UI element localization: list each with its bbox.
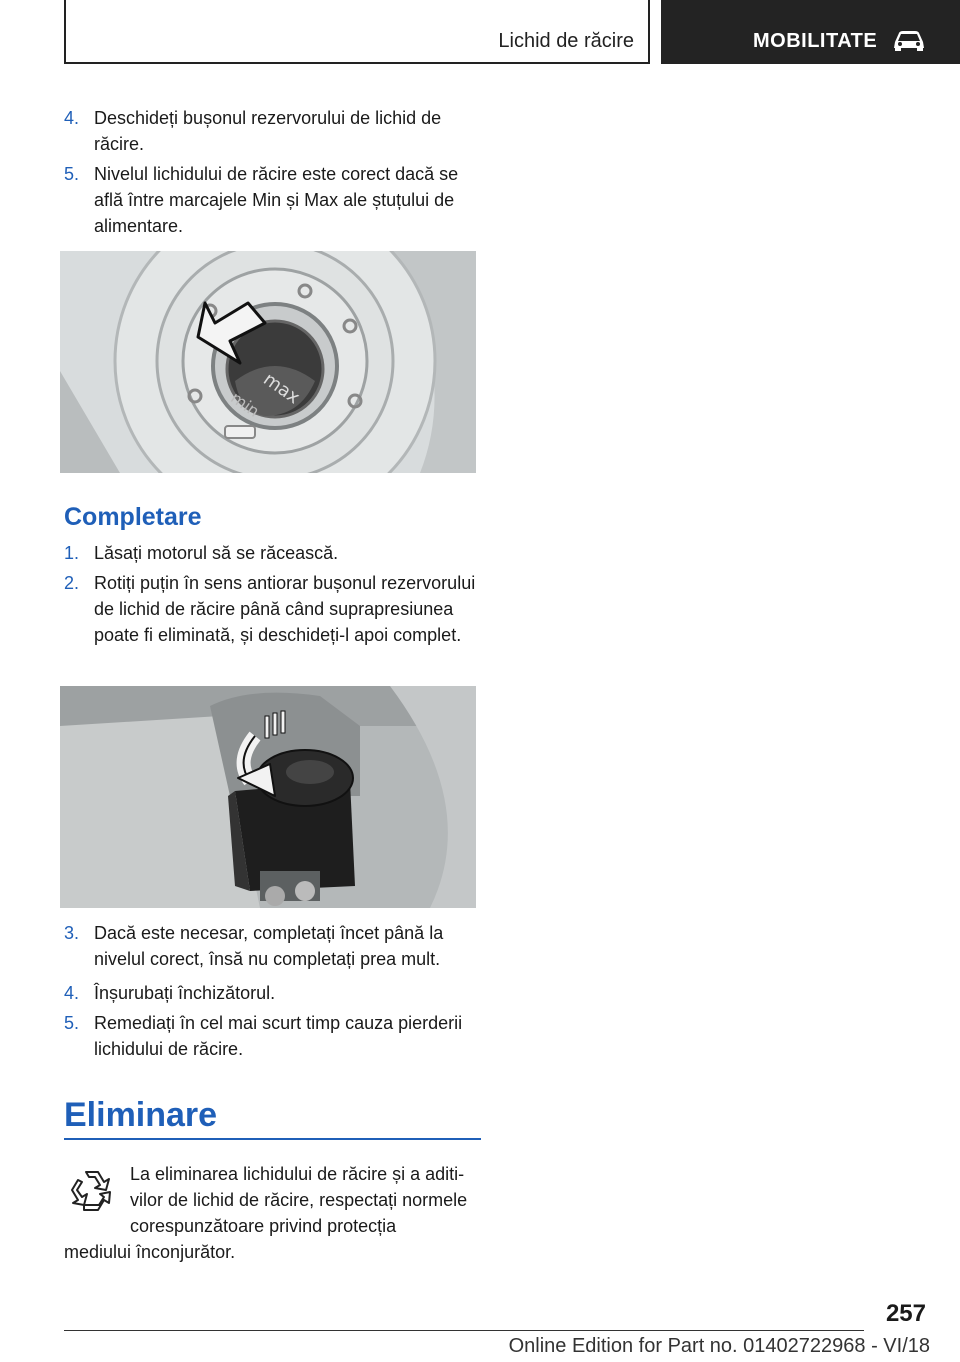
environment-note-text-end: mediului înconjurător. [64, 1242, 236, 1262]
chapter-heading: Eliminare [64, 1096, 218, 1134]
list-item [64, 540, 484, 566]
step-number: 4. [64, 108, 80, 128]
step-text: Dacă este necesar, completați încet până la nivelul corect, însă nu completați prea mult. [94, 923, 444, 969]
step-number: 2. [64, 573, 80, 593]
page-number: 257 [885, 1300, 926, 1327]
step-text: Deschideți bușonul rezervorului de lichid de răcire. [94, 108, 442, 154]
step-number: 4. [64, 983, 80, 1003]
header-chapter-box [661, 0, 960, 64]
list-item [64, 105, 484, 157]
step-text: Remediați în cel mai scurt timp cauza pierderii lichidului de răcire. [94, 1013, 463, 1059]
step-text: Nivelul lichidului de răcire este corect dacă se află între marcajele Min și Max ale ștuțului de alimentare. [94, 164, 459, 236]
step-number: 1. [64, 543, 80, 563]
footer-rule [64, 1330, 864, 1331]
list-item [64, 920, 484, 972]
step-number: 3. [64, 923, 80, 943]
step-number: 5. [64, 1013, 80, 1033]
step-number: 5. [64, 164, 80, 184]
step-text: Lăsați motorul să se răcească. [94, 543, 339, 563]
header-section-box [64, 0, 650, 64]
section-heading: Completare [64, 503, 202, 531]
environment-note-text: La eliminarea lichidului de răcire și a aditivilor de lichid de răcire, respectați normele corespunzătoare privind protecția [130, 1164, 468, 1236]
car-icon [891, 28, 927, 52]
environment-note [64, 1161, 484, 1265]
figure-coolant-reservoir [60, 686, 476, 908]
max-marking: max [259, 368, 304, 409]
list-item [64, 570, 484, 648]
list-item [64, 161, 484, 239]
list-item [64, 980, 484, 1006]
min-marking: min [227, 387, 263, 421]
step-text: Înșurubați închizătorul. [94, 983, 276, 1003]
figure-coolant-filler-neck [60, 251, 476, 473]
header-chapter-title: MOBILITATE [753, 30, 878, 52]
heading-rule [64, 1138, 481, 1140]
header-section-title: Lichid de răcire [498, 30, 634, 52]
step-text: Rotiți puțin în sens antiorar bușonul rezervorului de lichid de răcire până când suprapresiunea poate fi eliminată, și deschideți-l apoi complet. [94, 573, 476, 645]
list-item [64, 1010, 484, 1062]
footer-edition: Online Edition for Part no. 01402722968 - VI/18 [508, 1335, 930, 1357]
